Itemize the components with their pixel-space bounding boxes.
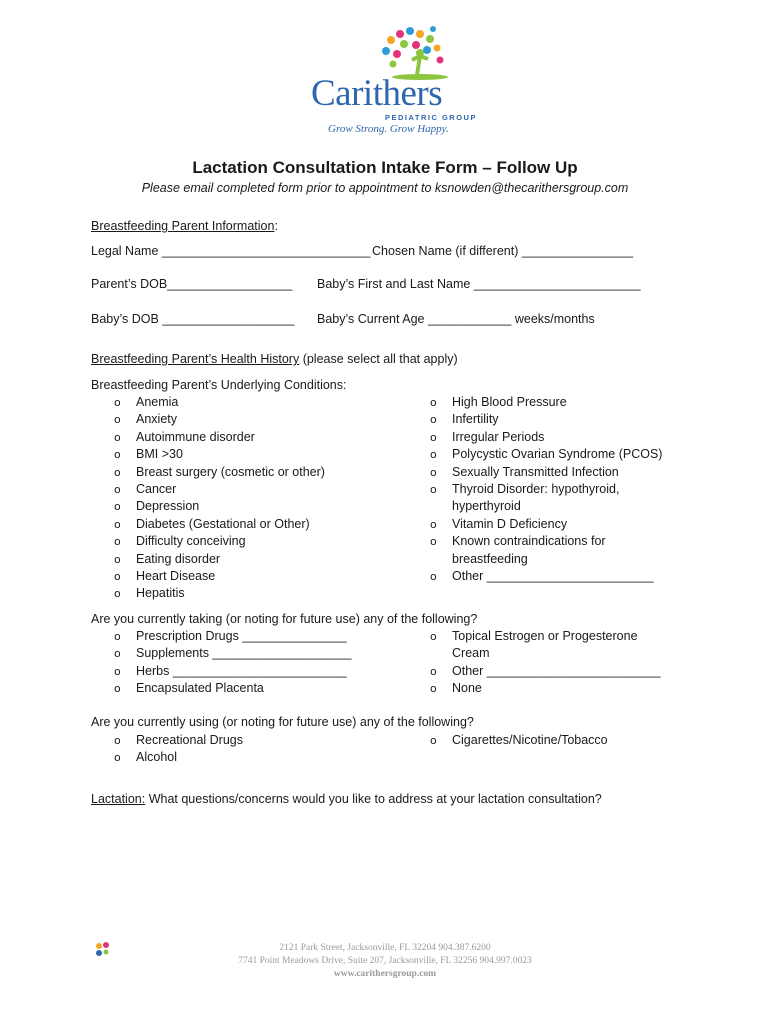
checkbox-bullet[interactable]: o	[114, 535, 121, 549]
baby-age-field[interactable]: Baby’s Current Age ____________ weeks/months	[317, 312, 595, 326]
checklist-item-label: Breast surgery (cosmetic or other)	[136, 464, 325, 479]
substances-question: Are you currently using (or noting for future use) any of the following?	[91, 715, 474, 729]
checklist-item-label: Polycystic Ovarian Syndrome (PCOS)	[452, 447, 663, 462]
checklist-item-label: Other _________________________	[452, 663, 661, 678]
lactation-answer-area[interactable]	[91, 812, 681, 922]
form-title: Lactation Consultation Intake Form – Follow Up	[192, 158, 578, 177]
checklist-item-label: Encapsulated Placenta	[136, 681, 264, 696]
checkbox-bullet[interactable]: o	[114, 430, 121, 444]
checkbox-bullet[interactable]: o	[430, 483, 437, 496]
baby-dob-field[interactable]: Baby’s DOB ___________________	[91, 312, 295, 326]
checkbox-bullet[interactable]: o	[114, 552, 121, 566]
checklist-item-label: Infertility	[452, 412, 499, 427]
legal-name-field[interactable]: Legal Name ______________________________	[91, 244, 371, 258]
checkbox-bullet[interactable]: o	[114, 396, 121, 409]
checkbox-bullet[interactable]: o	[430, 430, 437, 444]
parent-dob-field[interactable]: Parent’s DOB__________________	[91, 277, 293, 291]
checkbox-bullet[interactable]: o	[114, 500, 121, 514]
checklist-item-label: Depression	[136, 499, 200, 514]
checkbox-bullet[interactable]: o	[114, 483, 121, 496]
checklist-item-label: Other ________________________	[452, 569, 654, 583]
checkbox-bullet[interactable]: o	[114, 448, 121, 462]
checklist-item-label: Vitamin D Deficiency	[452, 516, 568, 531]
chosen-name-field[interactable]: Chosen Name (if different) ________________	[372, 244, 634, 258]
checkbox-bullet[interactable]: o	[430, 734, 437, 747]
checkbox-bullet[interactable]: o	[114, 630, 121, 643]
lactation-question: Lactation: What questions/concerns would you like to address at your lactation consultation?	[91, 792, 602, 806]
checklist-item-label: Cancer	[136, 482, 177, 496]
checklist-item-label: Difficulty conceiving	[136, 534, 246, 549]
form-subtitle: Please email completed form prior to appointment to ksnowden@thecarithersgroup.com	[141, 181, 629, 195]
footer-website[interactable]: www.carithersgroup.com	[333, 969, 437, 979]
checklist-item-label: Herbs _________________________	[136, 663, 347, 678]
checklist-item-label: hyperthyroid	[452, 499, 521, 514]
checklist-item-label: Cigarettes/Nicotine/Tobacco	[452, 733, 608, 747]
logo-tree-icon	[300, 20, 470, 80]
checklist-item-label: Anemia	[136, 395, 179, 409]
checkbox-bullet[interactable]: o	[430, 664, 437, 678]
parent-info-heading: Breastfeeding Parent Information:	[91, 219, 278, 233]
logo-wordmark: Carithers	[311, 73, 443, 114]
checkbox-bullet[interactable]: o	[114, 465, 121, 479]
checkbox-bullet[interactable]: o	[114, 734, 121, 747]
checklist-item-label: BMI >30	[136, 447, 183, 462]
checklist-item-label: Cream	[452, 646, 490, 661]
checkbox-bullet[interactable]: o	[430, 535, 437, 549]
checkbox-bullet[interactable]: o	[430, 465, 437, 479]
checklist-item-label: Diabetes (Gestational or Other)	[136, 516, 310, 531]
checkbox-bullet[interactable]: o	[430, 630, 437, 643]
checklist-item-label: Sexually Transmitted Infection	[452, 464, 619, 479]
checkbox-bullet[interactable]: o	[430, 517, 437, 531]
checkbox-bullet[interactable]: o	[114, 751, 121, 765]
checkbox-bullet[interactable]: o	[430, 396, 437, 409]
checklist-item-label: Thyroid Disorder: hypothyroid,	[452, 482, 620, 496]
checklist-item-label: Irregular Periods	[452, 429, 545, 444]
checklist-item-label: Heart Disease	[136, 569, 216, 583]
checklist-item-label: High Blood Pressure	[452, 395, 567, 409]
checklist-item-label: Recreational Drugs	[136, 733, 243, 747]
checklist-item-label: breastfeeding	[452, 551, 528, 566]
logo-group-name: PEDIATRIC GROUP	[385, 113, 477, 122]
checkbox-bullet[interactable]: o	[430, 682, 437, 696]
checklist-item-label: Prescription Drugs _______________	[136, 629, 347, 643]
checklist-item-label: Hepatitis	[136, 586, 185, 601]
checkbox-bullet[interactable]: o	[114, 570, 121, 583]
checkbox-bullet[interactable]: o	[114, 682, 121, 696]
checklist-item-label: Known contraindications for	[452, 534, 606, 549]
checklist-item-label: Supplements ____________________	[136, 646, 352, 661]
checkbox-bullet[interactable]: o	[114, 587, 121, 601]
health-history-heading: Breastfeeding Parent’s Health History (please select all that apply)	[91, 352, 458, 366]
checkbox-bullet[interactable]: o	[114, 664, 121, 678]
checkbox-bullet[interactable]: o	[114, 647, 121, 661]
checklist-item-label: Autoimmune disorder	[136, 429, 255, 444]
logo-tagline: Grow Strong. Grow Happy.	[328, 123, 449, 135]
medications-question: Are you currently taking (or noting for future use) any of the following?	[91, 612, 478, 626]
checkbox-bullet[interactable]: o	[430, 570, 437, 583]
footer-address-1: 2121 Park Street, Jacksonville, FL 32204 904.387.6200	[279, 943, 491, 953]
checklist-item-label: Topical Estrogen or Progesterone	[452, 629, 638, 643]
conditions-label: Breastfeeding Parent’s Underlying Conditions:	[91, 378, 347, 392]
checkbox-bullet[interactable]: o	[430, 448, 437, 462]
checklist-item-label: Eating disorder	[136, 551, 221, 566]
checkbox-bullet[interactable]: o	[430, 413, 437, 427]
checklist-item-label: Anxiety	[136, 412, 177, 427]
checklist-item-label: Alcohol	[136, 750, 177, 765]
checklist-item-label: None	[452, 681, 482, 696]
checkbox-bullet[interactable]: o	[114, 413, 121, 427]
footer-address-2: 7741 Point Meadows Drive, Suite 207, Jacksonville, FL 32256 904.997.0023	[238, 956, 532, 966]
checkbox-bullet[interactable]: o	[114, 517, 121, 531]
baby-name-field[interactable]: Baby’s First and Last Name ________________________	[317, 277, 641, 291]
